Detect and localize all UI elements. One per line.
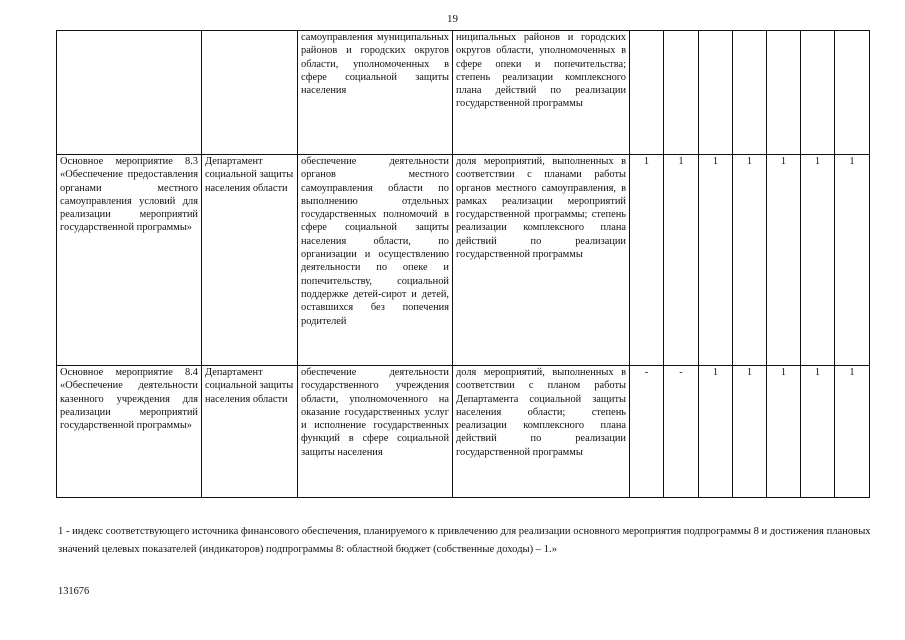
- table-row: [57, 31, 870, 155]
- value-cell: [733, 31, 767, 155]
- value-cell: [801, 31, 835, 155]
- value-cell: [835, 31, 870, 155]
- table-row: [57, 366, 870, 498]
- value-cell: 1: [733, 155, 767, 366]
- page-number: 19: [447, 13, 458, 25]
- value-cell: -: [664, 366, 699, 498]
- indicator-cell: доля мероприятий, выполненных в соответствии с планами работы органов местного самоуправления, в рамках реализации мероприятий государственной программы; степень реализации комплексного плана действий по реализации государственной программы: [453, 155, 630, 366]
- value-cell: 1: [835, 155, 870, 366]
- value-cell: 1: [801, 155, 835, 366]
- indicator-cell: доля мероприятий, выполненных в соответствии с планом работы Департамента социальной защиты населения области; степень реализации комплексного плана действий по реализации государственной программы: [453, 366, 630, 498]
- content-cell: самоуправления муниципальных районов и городских округов области, уполномоченных в сфере социальной защиты населения: [298, 31, 453, 155]
- value-cell: -: [630, 366, 664, 498]
- value-cell: 1: [664, 155, 699, 366]
- value-cell: 1: [767, 155, 801, 366]
- content-cell: обеспечение деятельности органов местного самоуправления области по выполнению отдельных государственных полномочий в сфере социальной защиты населения области, по организации и осуществлению деятельности по опеке и попечительству, социальной поддержке детей-сирот и детей, оставшихся без попечения родителей: [298, 155, 453, 366]
- value-cell: 1: [699, 366, 733, 498]
- value-cell: 1: [835, 366, 870, 498]
- value-cell: 1: [767, 366, 801, 498]
- program-table: [56, 30, 870, 498]
- executor-cell: Департамент социальной защиты населения области: [202, 155, 298, 366]
- measure-cell: [57, 31, 202, 155]
- value-cell: 1: [733, 366, 767, 498]
- value-cell: [630, 31, 664, 155]
- measure-cell: Основное мероприятие 8.3 «Обеспечение предоставления органами местного самоуправления условий для реализации мероприятий государственной программы»: [57, 155, 202, 366]
- value-cell: [699, 31, 733, 155]
- indicator-cell: ниципальных районов и городских округов области, уполномоченных в сфере опеки и попечительства; степень реализации комплексного плана действий по реализации государственной программы: [453, 31, 630, 155]
- value-cell: 1: [801, 366, 835, 498]
- table-row: [57, 155, 870, 366]
- value-cell: 1: [630, 155, 664, 366]
- executor-cell: Департамент социальной защиты населения области: [202, 366, 298, 498]
- value-cell: [664, 31, 699, 155]
- footnote: 1 - индекс соответствующего источника финансового обеспечения, планируемого к привлечению для реализации основного мероприятия подпрограммы 8 и достижения плановых значений целевых показателей (индикаторов) подпрограммы 8: областной бюджет (собственные доходы) – 1.»: [58, 526, 871, 555]
- measure-cell: Основное мероприятие 8.4 «Обеспечение деятельности казенного учреждения для реализации мероприятий государственной программы»: [57, 366, 202, 498]
- executor-cell: [202, 31, 298, 155]
- document-number: 131676: [58, 586, 90, 597]
- content-cell: обеспечение деятельности государственного учреждения области, уполномоченного на оказание государственных услуг и исполнение государственных функций в сфере социальной защиты населения: [298, 366, 453, 498]
- value-cell: [767, 31, 801, 155]
- value-cell: 1: [699, 155, 733, 366]
